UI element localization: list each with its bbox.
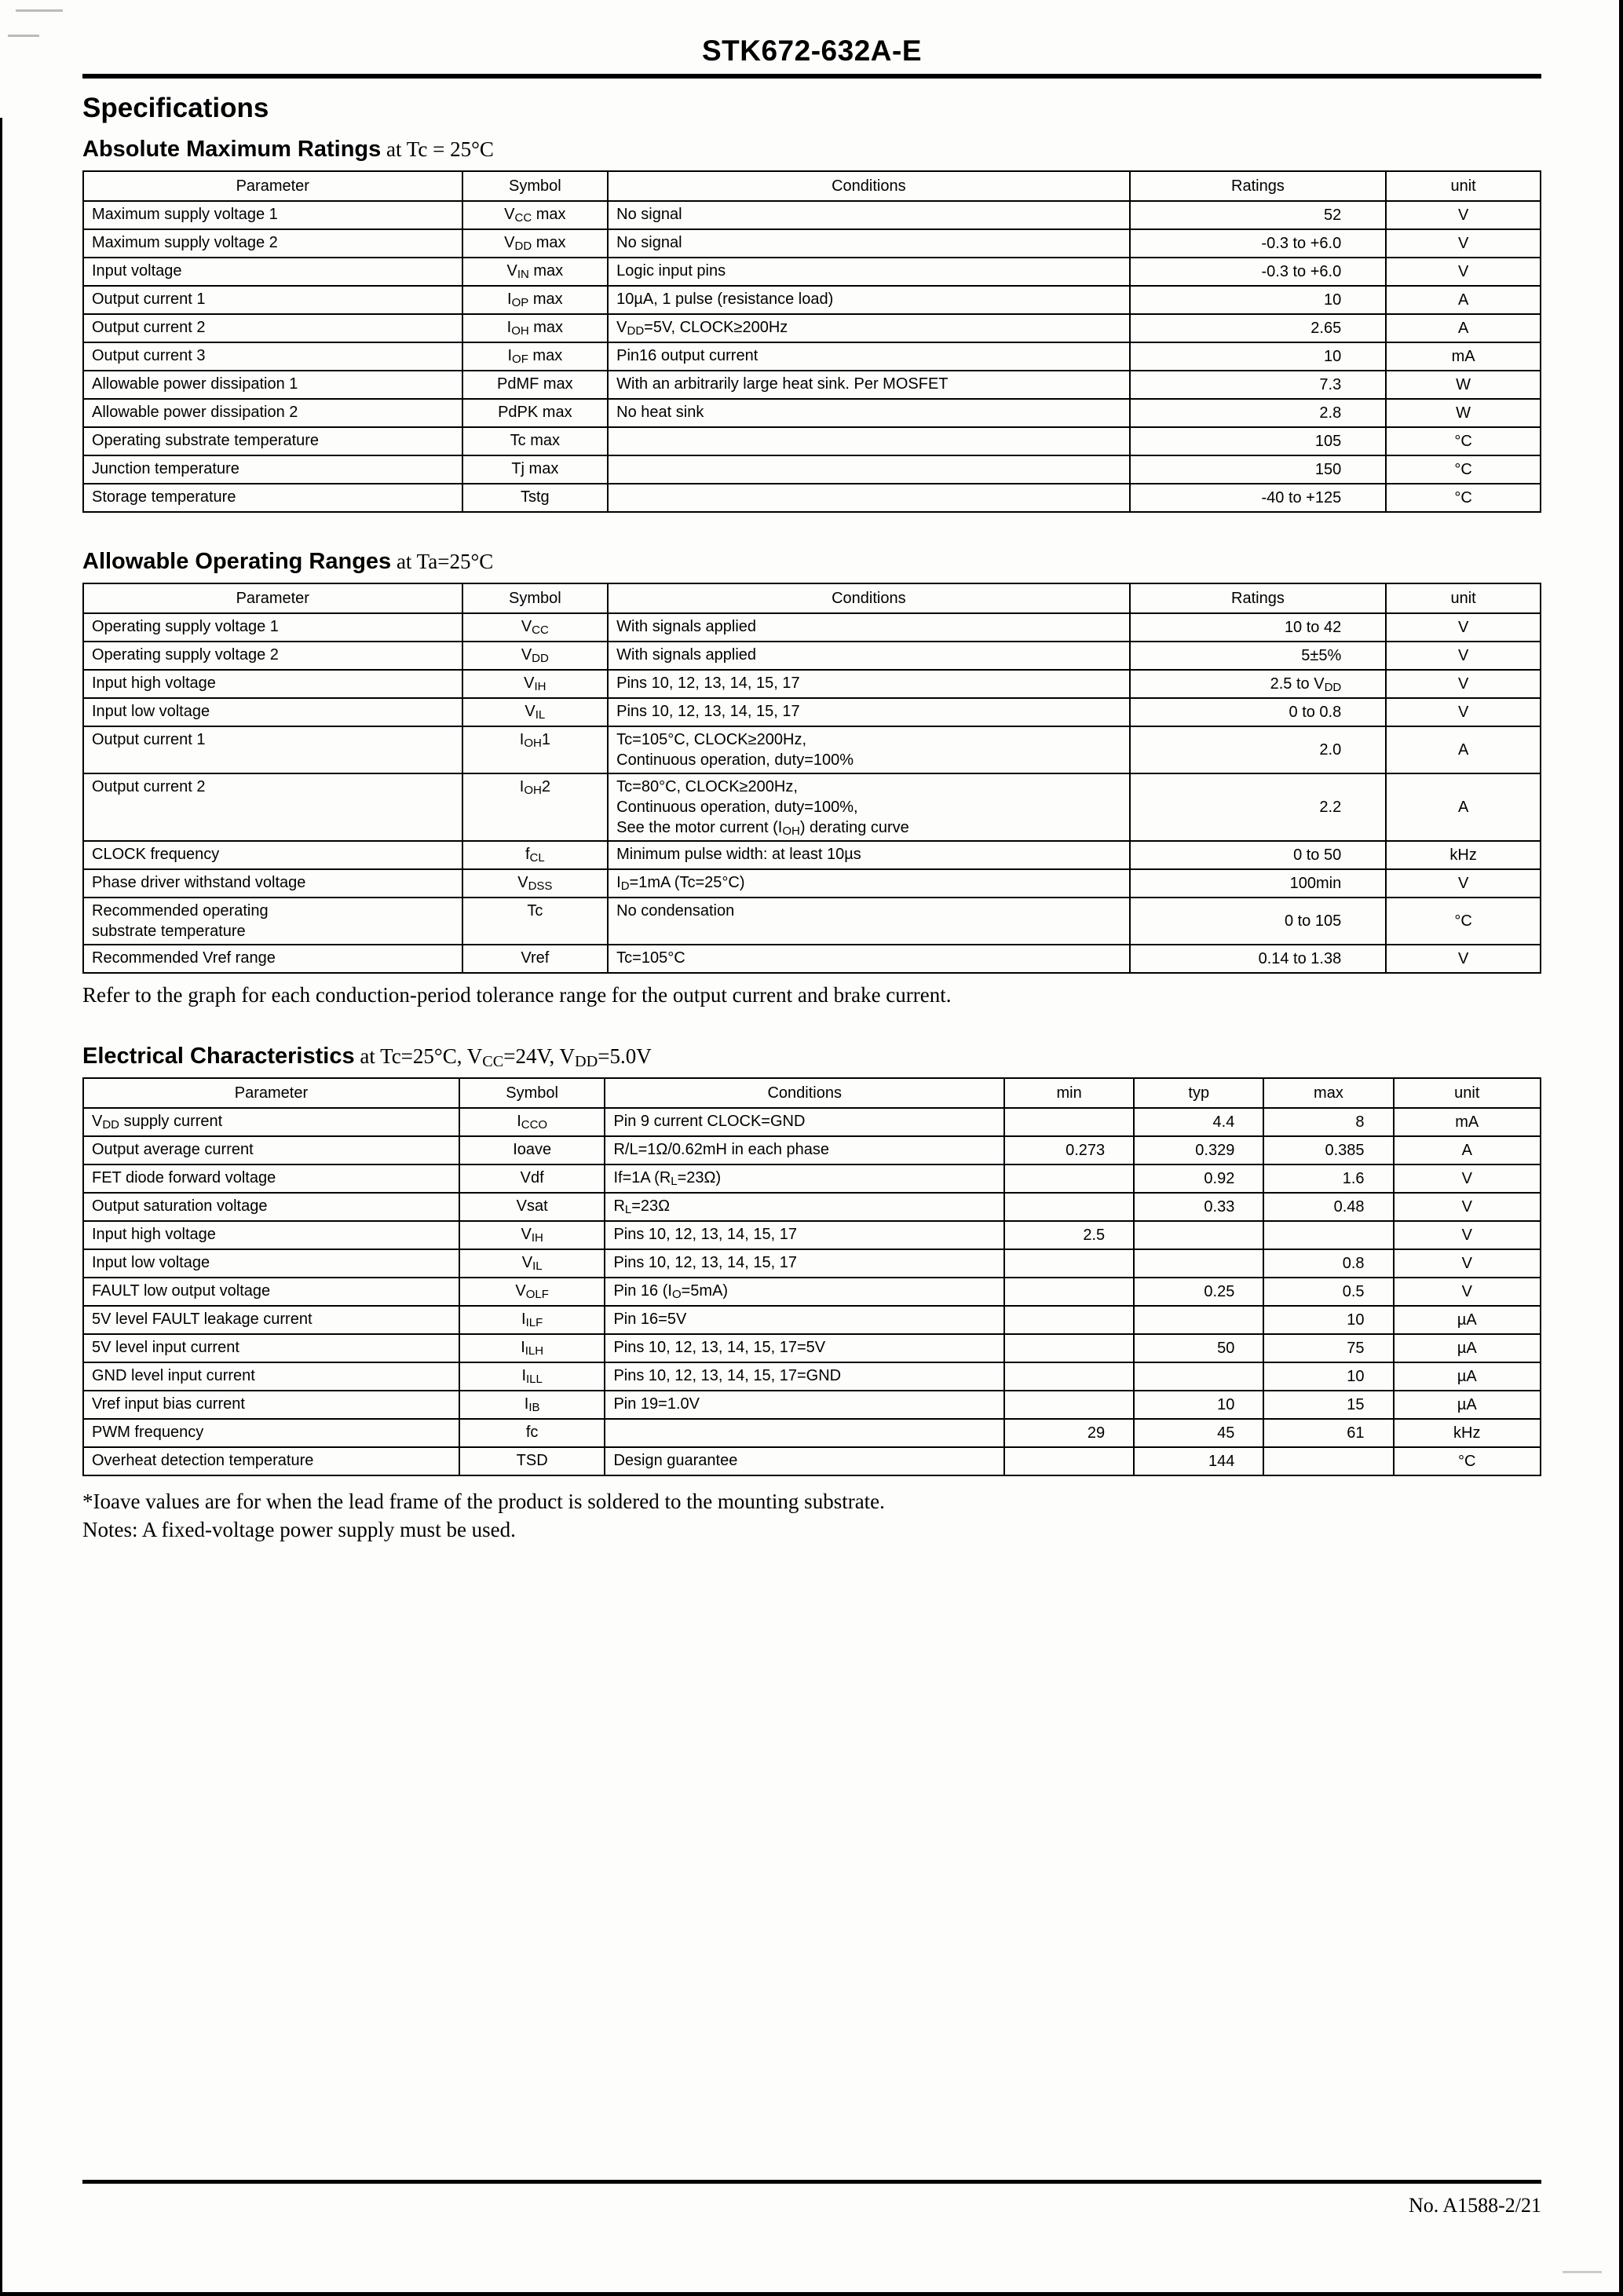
table-row [83, 1306, 1541, 1334]
header-rule [82, 74, 1541, 79]
table-row [83, 371, 1541, 399]
cell-symbol: $V_{OLF}$ [459, 1278, 605, 1306]
cell-ratings: 2.8 [1130, 399, 1387, 427]
cell-typ: 10 [1134, 1391, 1263, 1419]
cell-conditions: Pin 19=1.0V [605, 1391, 1004, 1419]
cell-parameter: Input high voltage [83, 670, 462, 698]
column-header-max: max [1263, 1078, 1393, 1108]
cell-parameter: Storage temperature [83, 484, 462, 512]
cell-symbol: $I_{OH}1$ [462, 726, 609, 773]
cell-symbol: $I_{ILH}$ [459, 1334, 605, 1362]
cell-ratings: 2.5 to $V_{DD}$ [1130, 670, 1387, 698]
cell-parameter: 5V level FAULT leakage current [83, 1306, 459, 1334]
cell-symbol: $I_{ILL}$ [459, 1362, 605, 1391]
cell-conditions: $I_D=1mA$ (Tc=25°C) [608, 869, 1129, 898]
column-header-conditions: Conditions [608, 583, 1129, 613]
cell-symbol: $f_{CL}$ [462, 841, 609, 869]
cell-typ: 50 [1134, 1334, 1263, 1362]
table-title: Absolute Maximum Ratings [82, 137, 382, 162]
table-title: Electrical Characteristics [82, 1044, 355, 1069]
cell-conditions [608, 484, 1129, 512]
cell-parameter: Output current 2 [83, 314, 462, 342]
cell-unit: V [1394, 1278, 1541, 1306]
cell-min: 29 [1004, 1419, 1134, 1447]
table-row [83, 1136, 1541, 1164]
cell-parameter: Input voltage [83, 258, 462, 286]
table-row [83, 670, 1541, 698]
cell-unit: kHz [1386, 841, 1541, 869]
cell-parameter: GND level input current [83, 1362, 459, 1391]
cell-ratings: 52 [1130, 201, 1387, 229]
cell-min [1004, 1193, 1134, 1221]
cell-symbol: Vdf [459, 1164, 605, 1193]
cell-parameter: Output current 2 [83, 773, 462, 841]
cell-symbol: Tc [462, 898, 609, 945]
cell-typ: 4.4 [1134, 1108, 1263, 1136]
cell-parameter: Maximum supply voltage 1 [83, 201, 462, 229]
table-row [83, 869, 1541, 898]
column-header-parameter: Parameter [83, 583, 462, 613]
table-row [83, 1447, 1541, 1475]
table-row [83, 1334, 1541, 1362]
cell-conditions: Tc=80°C, CLOCK≥200Hz, Continuous operation, duty=100%, See the motor current $(I_{OH})$ derating curve [608, 773, 1129, 841]
cell-symbol: Tstg [462, 484, 609, 512]
cell-symbol: $V_{IL}$ [459, 1249, 605, 1278]
cell-symbol: $V_{IN}$ max [462, 258, 609, 286]
table-row [83, 1278, 1541, 1306]
header-row [83, 1078, 1541, 1108]
cell-parameter: Recommended operating substrate temperature [83, 898, 462, 945]
cell-unit: V [1394, 1249, 1541, 1278]
cell-ratings: 10 [1130, 286, 1387, 314]
cell-max: 0.5 [1263, 1278, 1393, 1306]
cell-max: 10 [1263, 1306, 1393, 1334]
table-row [83, 314, 1541, 342]
cell-conditions: R/L=1Ω/0.62mH in each phase [605, 1136, 1004, 1164]
cell-conditions: Design guarantee [605, 1447, 1004, 1475]
cell-unit: mA [1386, 342, 1541, 371]
cell-unit: W [1386, 371, 1541, 399]
cell-conditions: Pins 10, 12, 13, 14, 15, 17 [605, 1249, 1004, 1278]
cell-typ [1134, 1249, 1263, 1278]
cell-ratings: 105 [1130, 427, 1387, 455]
cell-unit: V [1386, 642, 1541, 670]
cell-max: 0.8 [1263, 1249, 1393, 1278]
cell-parameter: Allowable power dissipation 2 [83, 399, 462, 427]
cell-conditions: Pins 10, 12, 13, 14, 15, 17 [608, 698, 1129, 726]
cell-parameter: Output current 1 [83, 286, 462, 314]
cell-unit: V [1394, 1164, 1541, 1193]
column-header-symbol: Symbol [459, 1078, 605, 1108]
column-header-ratings: Ratings [1130, 583, 1387, 613]
scan-artifact-dash [8, 35, 39, 37]
cell-ratings: 7.3 [1130, 371, 1387, 399]
table-row [83, 455, 1541, 484]
abs-max-ratings-heading [82, 137, 1541, 163]
cell-parameter: Junction temperature [83, 455, 462, 484]
cell-parameter: 5V level input current [83, 1334, 459, 1362]
cell-parameter: FET diode forward voltage [83, 1164, 459, 1193]
cell-symbol: Vsat [459, 1193, 605, 1221]
cell-parameter: Operating substrate temperature [83, 427, 462, 455]
cell-symbol: $I_{OP}$ max [462, 286, 609, 314]
cell-conditions: 10µA, 1 pulse (resistance load) [608, 286, 1129, 314]
cell-unit: kHz [1394, 1419, 1541, 1447]
cell-unit: mA [1394, 1108, 1541, 1136]
column-header-conditions: Conditions [605, 1078, 1004, 1108]
section-title-specifications: Specifications [82, 93, 269, 123]
cell-ratings: 0 to 50 [1130, 841, 1387, 869]
table-row [83, 1249, 1541, 1278]
cell-parameter: Operating supply voltage 1 [83, 613, 462, 642]
cell-parameter: Input low voltage [83, 698, 462, 726]
cell-conditions: Pins 10, 12, 13, 14, 15, 17=5V [605, 1334, 1004, 1362]
abs-max-ratings-table [82, 170, 1541, 513]
cell-parameter: Overheat detection temperature [83, 1447, 459, 1475]
cell-conditions: No signal [608, 229, 1129, 258]
cell-max: 0.385 [1263, 1136, 1393, 1164]
cell-conditions: No heat sink [608, 399, 1129, 427]
cell-unit: °C [1394, 1447, 1541, 1475]
cell-unit: µA [1394, 1391, 1541, 1419]
footnote-notes: Notes: A fixed-voltage power supply must be used. [82, 1518, 516, 1542]
column-header-unit: unit [1394, 1078, 1541, 1108]
cell-unit: A [1386, 773, 1541, 841]
column-header-unit: unit [1386, 583, 1541, 613]
cell-symbol: $V_{CC}$ [462, 613, 609, 642]
cell-typ [1134, 1221, 1263, 1249]
cell-parameter: FAULT low output voltage [83, 1278, 459, 1306]
electrical-characteristics-heading [82, 1044, 1541, 1069]
operating-ranges-table [82, 583, 1541, 974]
cell-unit: V [1386, 613, 1541, 642]
cell-conditions: Pin 16=5V [605, 1306, 1004, 1334]
table-row [83, 1108, 1541, 1136]
cell-max [1263, 1221, 1393, 1249]
cell-typ: 45 [1134, 1419, 1263, 1447]
cell-parameter: $V_{DD}$ supply current [83, 1108, 459, 1136]
cell-conditions: Pins 10, 12, 13, 14, 15, 17 [605, 1221, 1004, 1249]
cell-unit: A [1386, 286, 1541, 314]
footer-rule [82, 2180, 1541, 2184]
cell-min [1004, 1164, 1134, 1193]
cell-unit: °C [1386, 427, 1541, 455]
cell-symbol: Vref [462, 945, 609, 973]
cell-unit: V [1386, 869, 1541, 898]
column-header-symbol: Symbol [462, 171, 609, 201]
table-row [83, 1362, 1541, 1391]
cell-unit: V [1386, 670, 1541, 698]
cell-typ: 0.33 [1134, 1193, 1263, 1221]
cell-parameter: Phase driver withstand voltage [83, 869, 462, 898]
cell-conditions: $V_{DD}=5V$, CLOCK≥200Hz [608, 314, 1129, 342]
page-number: No. A1588-2/21 [1409, 2194, 1541, 2217]
cell-max: 75 [1263, 1334, 1393, 1362]
doc-title: STK672-632A-E [701, 35, 922, 67]
electrical-characteristics-table [82, 1077, 1541, 1476]
cell-conditions: If=1A $(R_L=23\Omega)$ [605, 1164, 1004, 1193]
cell-min [1004, 1108, 1134, 1136]
cell-conditions: Tc=105°C [608, 945, 1129, 973]
cell-parameter: Output saturation voltage [83, 1193, 459, 1221]
cell-ratings: 100min [1130, 869, 1387, 898]
cell-symbol: fc [459, 1419, 605, 1447]
cell-max: 61 [1263, 1419, 1393, 1447]
cell-conditions [608, 455, 1129, 484]
cell-unit: °C [1386, 455, 1541, 484]
cell-unit: V [1386, 945, 1541, 973]
cell-symbol: PdPK max [462, 399, 609, 427]
page-content [82, 0, 1541, 1545]
scan-artifact-dash [16, 9, 63, 12]
column-header-parameter: Parameter [83, 171, 462, 201]
cell-parameter: Operating supply voltage 2 [83, 642, 462, 670]
table-row [83, 642, 1541, 670]
footnotes [82, 1487, 1541, 1545]
table-row [83, 229, 1541, 258]
column-header-min: min [1004, 1078, 1134, 1108]
cell-symbol: Ioave [459, 1136, 605, 1164]
cell-ratings: -0.3 to +6.0 [1130, 229, 1387, 258]
table-row [83, 698, 1541, 726]
column-header-conditions: Conditions [608, 171, 1129, 201]
cell-parameter: Output current 3 [83, 342, 462, 371]
cell-max: 15 [1263, 1391, 1393, 1419]
column-header-symbol: Symbol [462, 583, 609, 613]
table-title-suffix: at Tc=25°C, $V_{CC}=24V$, $V_{DD}=5.0V$ [354, 1044, 652, 1071]
cell-ratings: 2.65 [1130, 314, 1387, 342]
cell-symbol: $V_{IH}$ [462, 670, 609, 698]
column-header-ratings: Ratings [1130, 171, 1387, 201]
cell-ratings: -0.3 to +6.0 [1130, 258, 1387, 286]
cell-unit: µA [1394, 1306, 1541, 1334]
table-row [83, 399, 1541, 427]
cell-conditions: Pin 16 $(I_O=5mA)$ [605, 1278, 1004, 1306]
cell-conditions: With signals applied [608, 642, 1129, 670]
cell-ratings: -40 to +125 [1130, 484, 1387, 512]
cell-ratings: 0 to 105 [1130, 898, 1387, 945]
cell-conditions: With an arbitrarily large heat sink. Per MOSFET [608, 371, 1129, 399]
cell-ratings: 10 to 42 [1130, 613, 1387, 642]
table-row [83, 1391, 1541, 1419]
cell-typ [1134, 1306, 1263, 1334]
cell-unit: A [1394, 1136, 1541, 1164]
cell-symbol: $I_{OF}$ max [462, 342, 609, 371]
cell-conditions: Pin 9 current CLOCK=GND [605, 1108, 1004, 1136]
cell-parameter: Recommended Vref range [83, 945, 462, 973]
table-row [83, 427, 1541, 455]
cell-conditions: No condensation [608, 898, 1129, 945]
cell-conditions: No signal [608, 201, 1129, 229]
cell-unit: A [1386, 726, 1541, 773]
cell-unit: W [1386, 399, 1541, 427]
cell-ratings: 5±5% [1130, 642, 1387, 670]
cell-ratings: 0.14 to 1.38 [1130, 945, 1387, 973]
cell-conditions: Tc=105°C, CLOCK≥200Hz, Continuous operation, duty=100% [608, 726, 1129, 773]
cell-unit: V [1394, 1221, 1541, 1249]
table-row [83, 484, 1541, 512]
cell-parameter: CLOCK frequency [83, 841, 462, 869]
cell-symbol: $V_{CC}$ max [462, 201, 609, 229]
cell-typ [1134, 1362, 1263, 1391]
cell-ratings: 150 [1130, 455, 1387, 484]
cell-symbol: $I_{ILF}$ [459, 1306, 605, 1334]
cell-ratings: 0 to 0.8 [1130, 698, 1387, 726]
cell-unit: V [1386, 229, 1541, 258]
table-title: Allowable Operating Ranges [82, 549, 392, 574]
header-row [83, 583, 1541, 613]
header-row [83, 171, 1541, 201]
table-row [83, 898, 1541, 945]
cell-max: 10 [1263, 1362, 1393, 1391]
scan-edge-right [1619, 0, 1623, 2296]
cell-typ: 0.92 [1134, 1164, 1263, 1193]
cell-max: 1.6 [1263, 1164, 1393, 1193]
table-title-suffix: at Ta=25°C [391, 550, 494, 573]
cell-unit: µA [1394, 1362, 1541, 1391]
cell-typ: 0.329 [1134, 1136, 1263, 1164]
cell-min [1004, 1306, 1134, 1334]
cell-conditions: With signals applied [608, 613, 1129, 642]
column-header-typ: typ [1134, 1078, 1263, 1108]
cell-parameter: Input low voltage [83, 1249, 459, 1278]
cell-parameter: Output average current [83, 1136, 459, 1164]
cell-parameter: Allowable power dissipation 1 [83, 371, 462, 399]
cell-unit: °C [1386, 484, 1541, 512]
cell-max: 0.48 [1263, 1193, 1393, 1221]
column-header-unit: unit [1386, 171, 1541, 201]
cell-unit: °C [1386, 898, 1541, 945]
cell-min [1004, 1249, 1134, 1278]
cell-symbol: PdMF max [462, 371, 609, 399]
cell-min: 2.5 [1004, 1221, 1134, 1249]
cell-unit: V [1394, 1193, 1541, 1221]
cell-conditions: Minimum pulse width: at least 10µs [608, 841, 1129, 869]
cell-parameter: Maximum supply voltage 2 [83, 229, 462, 258]
cell-symbol: Tj max [462, 455, 609, 484]
cell-parameter: PWM frequency [83, 1419, 459, 1447]
cell-symbol: $I_{CCO}$ [459, 1108, 605, 1136]
table-row [83, 1419, 1541, 1447]
table-row [83, 1193, 1541, 1221]
scan-artifact-dash [1563, 2271, 1602, 2273]
cell-min [1004, 1362, 1134, 1391]
cell-symbol: $V_{DSS}$ [462, 869, 609, 898]
cell-typ: 0.25 [1134, 1278, 1263, 1306]
cell-symbol: $I_{OH}$ max [462, 314, 609, 342]
cell-unit: A [1386, 314, 1541, 342]
table-row [83, 726, 1541, 773]
cell-conditions [608, 427, 1129, 455]
cell-conditions [605, 1419, 1004, 1447]
cell-min: 0.273 [1004, 1136, 1134, 1164]
cell-unit: V [1386, 698, 1541, 726]
footnote-ioave: *Ioave values are for when the lead frame of the product is soldered to the mounting substrate. [82, 1490, 885, 1513]
cell-symbol: $V_{DD}$ [462, 642, 609, 670]
table-row [83, 342, 1541, 371]
graph-reference-note: Refer to the graph for each conduction-period tolerance range for the output current and brake current. [82, 983, 952, 1007]
cell-parameter: Vref input bias current [83, 1391, 459, 1419]
cell-symbol: $V_{DD}$ max [462, 229, 609, 258]
table-row [83, 945, 1541, 973]
operating-ranges-heading [82, 549, 1541, 575]
scan-edge-left [0, 118, 2, 2296]
cell-symbol: TSD [459, 1447, 605, 1475]
cell-min [1004, 1447, 1134, 1475]
cell-conditions: Pin16 output current [608, 342, 1129, 371]
table-row [83, 258, 1541, 286]
scan-edge-bottom [0, 2292, 1623, 2296]
column-header-parameter: Parameter [83, 1078, 459, 1108]
table-row [83, 841, 1541, 869]
table-row [83, 201, 1541, 229]
cell-symbol: $V_{IL}$ [462, 698, 609, 726]
cell-min [1004, 1334, 1134, 1362]
cell-symbol: $V_{IH}$ [459, 1221, 605, 1249]
cell-unit: µA [1394, 1334, 1541, 1362]
cell-parameter: Output current 1 [83, 726, 462, 773]
cell-symbol: $I_{OH}2$ [462, 773, 609, 841]
cell-parameter: Input high voltage [83, 1221, 459, 1249]
cell-ratings: 10 [1130, 342, 1387, 371]
table-row [83, 773, 1541, 841]
table-row [83, 1221, 1541, 1249]
cell-typ: 144 [1134, 1447, 1263, 1475]
cell-symbol: Tc max [462, 427, 609, 455]
cell-symbol: $I_{IB}$ [459, 1391, 605, 1419]
cell-ratings: 2.2 [1130, 773, 1387, 841]
table-title-suffix: at Tc = 25°C [381, 137, 494, 161]
cell-unit: V [1386, 258, 1541, 286]
table-row [83, 1164, 1541, 1193]
cell-max: 8 [1263, 1108, 1393, 1136]
cell-max [1263, 1447, 1393, 1475]
table-row [83, 286, 1541, 314]
cell-conditions: $R_L=23\Omega$ [605, 1193, 1004, 1221]
cell-min [1004, 1391, 1134, 1419]
cell-conditions: Pins 10, 12, 13, 14, 15, 17=GND [605, 1362, 1004, 1391]
cell-ratings: 2.0 [1130, 726, 1387, 773]
cell-min [1004, 1278, 1134, 1306]
table-row [83, 613, 1541, 642]
cell-conditions: Pins 10, 12, 13, 14, 15, 17 [608, 670, 1129, 698]
cell-unit: V [1386, 201, 1541, 229]
cell-conditions: Logic input pins [608, 258, 1129, 286]
